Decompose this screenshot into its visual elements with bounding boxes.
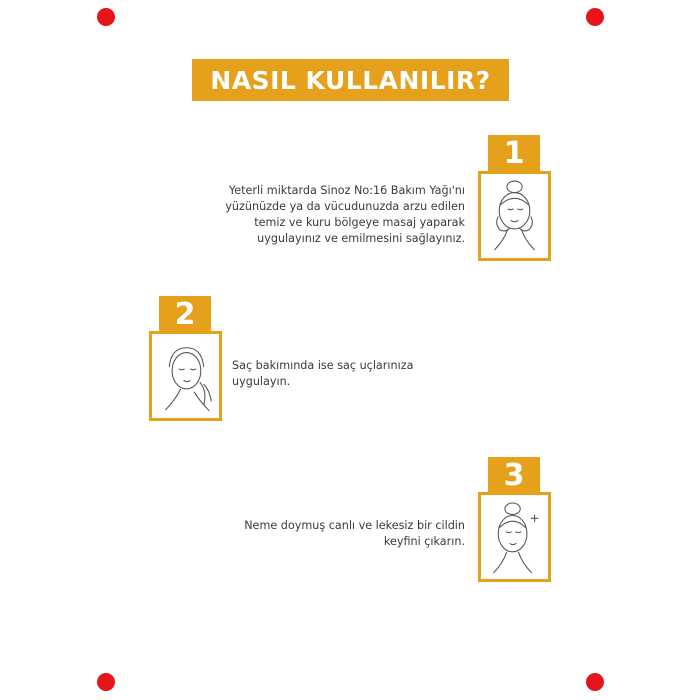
step-2-number-badge xyxy=(159,296,211,332)
step-2-line: Saç bakımında ise saç uçlarınıza xyxy=(232,359,414,372)
step-1-text xyxy=(225,183,465,247)
step-2-number: 2 xyxy=(174,296,196,332)
face-sparkle-icon xyxy=(481,495,548,579)
step-1-line: yüzünüzde ya da vücudunuzda arzu edilen xyxy=(225,200,465,213)
step-1-line: temiz ve kuru bölgeye masaj yaparak xyxy=(254,216,465,229)
step-3-number-badge xyxy=(488,457,540,493)
face-hair-ends-icon xyxy=(152,334,219,418)
corner-dot-top-left xyxy=(97,8,115,26)
step-3-line: Neme doymuş canlı ve lekesiz bir cildin xyxy=(244,519,465,532)
step-3-illustration-frame xyxy=(478,492,551,582)
corner-dot-bottom-right xyxy=(586,673,604,691)
step-2-text xyxy=(232,358,413,390)
step-1-line: Yeterli miktarda Sinoz No:16 Bakım Yağı'nı xyxy=(228,184,465,197)
step-3-number: 3 xyxy=(503,457,525,493)
step-2-line: uygulayın. xyxy=(232,375,291,388)
title-banner xyxy=(192,59,509,101)
step-2-illustration-frame xyxy=(149,331,222,421)
face-hands-on-cheeks-icon xyxy=(481,174,548,258)
step-1-line: uygulayınız ve emilmesini sağlayınız. xyxy=(257,232,465,245)
step-1-illustration-frame xyxy=(478,171,551,261)
page-title: NASIL KULLANILIR? xyxy=(210,65,491,95)
step-1-number-badge xyxy=(488,135,540,171)
step-3-text xyxy=(244,518,465,550)
step-1-number: 1 xyxy=(503,135,525,171)
step-3-line: keyfini çıkarın. xyxy=(383,535,465,548)
corner-dot-bottom-left xyxy=(97,673,115,691)
corner-dot-top-right xyxy=(586,8,604,26)
